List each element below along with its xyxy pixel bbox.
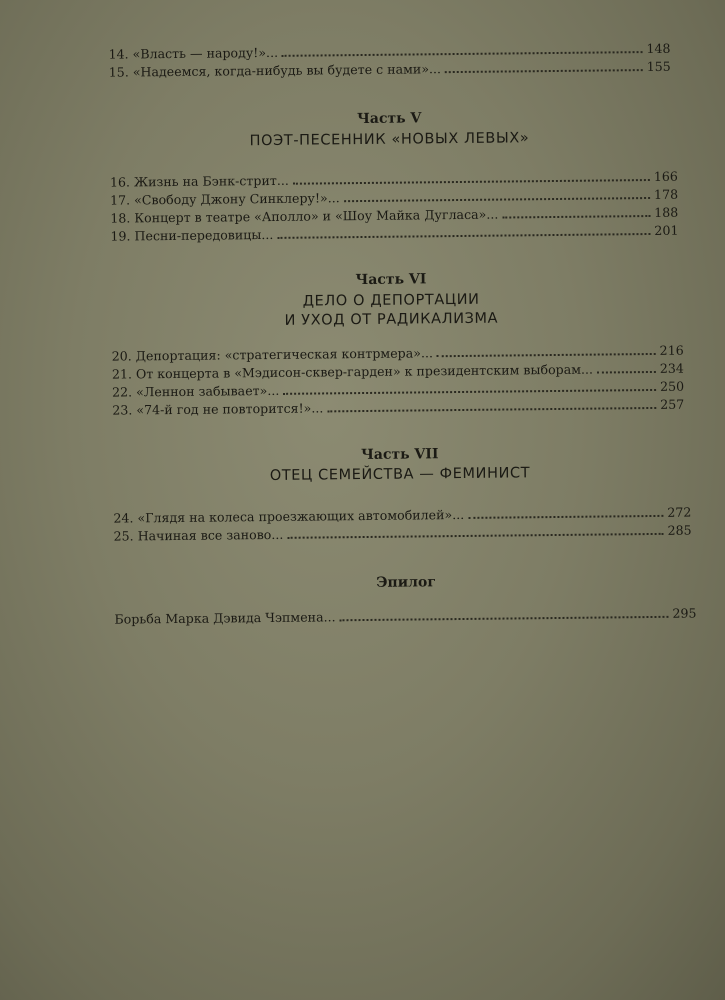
toc-entry-25 xyxy=(114,523,692,545)
dot-leader xyxy=(283,389,656,395)
entry-page: 166 xyxy=(653,168,678,184)
entry-title: «Надеемся, когда-нибудь вы будете с нами»... xyxy=(132,61,442,80)
entry-title: Жизнь на Бэнк-стрит... xyxy=(133,172,289,190)
toc-entry-15 xyxy=(109,59,671,81)
part-6-title-line1: ДЕЛО О ДЕПОРТАЦИИ xyxy=(302,291,480,310)
toc-entry-19 xyxy=(110,223,678,245)
dot-leader xyxy=(437,353,656,357)
entry-page: 216 xyxy=(659,342,684,358)
entry-title: «Свободу Джону Синклеру!»... xyxy=(134,190,340,208)
entry-page: 234 xyxy=(659,360,684,376)
entry-page: 148 xyxy=(646,40,671,57)
part-6-title-line2: И УХОД ОТ РАДИКАЛИЗМА xyxy=(284,310,499,329)
entry-number: 15. xyxy=(108,64,129,80)
dot-leader xyxy=(502,215,650,219)
entry-title: Борьба Марка Дэвида Чэпмена... xyxy=(114,609,336,627)
dot-leader xyxy=(597,371,656,374)
dot-leader xyxy=(287,533,663,539)
part-7-label: Часть VII xyxy=(360,446,439,464)
entry-page: 272 xyxy=(667,504,692,520)
part-5-label: Часть V xyxy=(357,110,422,128)
part-5-title: ПОЭТ-ПЕСЕННИК «НОВЫХ ЛЕВЫХ» xyxy=(249,130,530,150)
entry-number: 19. xyxy=(110,228,131,244)
entry-title: «Глядя на колеса проезжающих автомобилей»... xyxy=(137,506,465,526)
dot-leader xyxy=(445,69,643,73)
entry-page: 250 xyxy=(659,378,685,394)
entry-number: 23. xyxy=(112,402,133,418)
toc-entry-23 xyxy=(112,397,684,419)
entry-title: Начиная все заново... xyxy=(137,526,284,544)
dot-leader xyxy=(340,616,669,621)
part-6-label: Часть VI xyxy=(355,271,427,289)
epilogue-label: Эпилог xyxy=(376,574,436,591)
entry-number: 21. xyxy=(111,366,133,382)
entry-page: 188 xyxy=(654,204,679,220)
dot-leader xyxy=(282,51,642,57)
dot-leader xyxy=(344,197,650,202)
entry-page: 295 xyxy=(672,605,697,621)
entry-title: «Власть — народу!»... xyxy=(132,44,279,62)
entry-page: 178 xyxy=(653,186,679,202)
dot-leader xyxy=(468,515,663,519)
entry-title: Песни-передовицы... xyxy=(134,226,274,244)
entry-page: 201 xyxy=(654,222,679,238)
entry-number: 14. xyxy=(108,46,129,62)
entry-title: «74-й год не повторится!»... xyxy=(136,400,324,418)
toc-entry-epilogue xyxy=(114,606,696,628)
entry-title: «Леннон забывает»... xyxy=(136,382,280,400)
entry-number: 20. xyxy=(111,348,132,364)
dot-leader xyxy=(277,233,650,239)
entry-title: От концерта в «Мэдисон-сквер-гарден» к президентским выборам... xyxy=(135,361,594,382)
entry-page: 257 xyxy=(660,396,685,412)
entry-page: 155 xyxy=(646,58,671,75)
entry-number: 25. xyxy=(113,528,134,544)
entry-page: 285 xyxy=(667,522,692,538)
dot-leader xyxy=(327,407,656,412)
entry-title: Депортация: «стратегическая контрмера»... xyxy=(135,345,433,364)
entry-number: 18. xyxy=(110,210,131,226)
dot-leader xyxy=(293,179,650,185)
entry-number: 17. xyxy=(110,192,131,208)
part-7-title: ОТЕЦ СЕМЕЙСТВА — ФЕМИНИСТ xyxy=(269,465,531,484)
entry-number: 24. xyxy=(113,510,134,526)
entry-number: 16. xyxy=(109,174,131,190)
entry-number: 22. xyxy=(112,384,133,400)
entry-title: Концерт в театре «Аполло» и «Шоу Майка Дугласа»... xyxy=(134,206,499,226)
